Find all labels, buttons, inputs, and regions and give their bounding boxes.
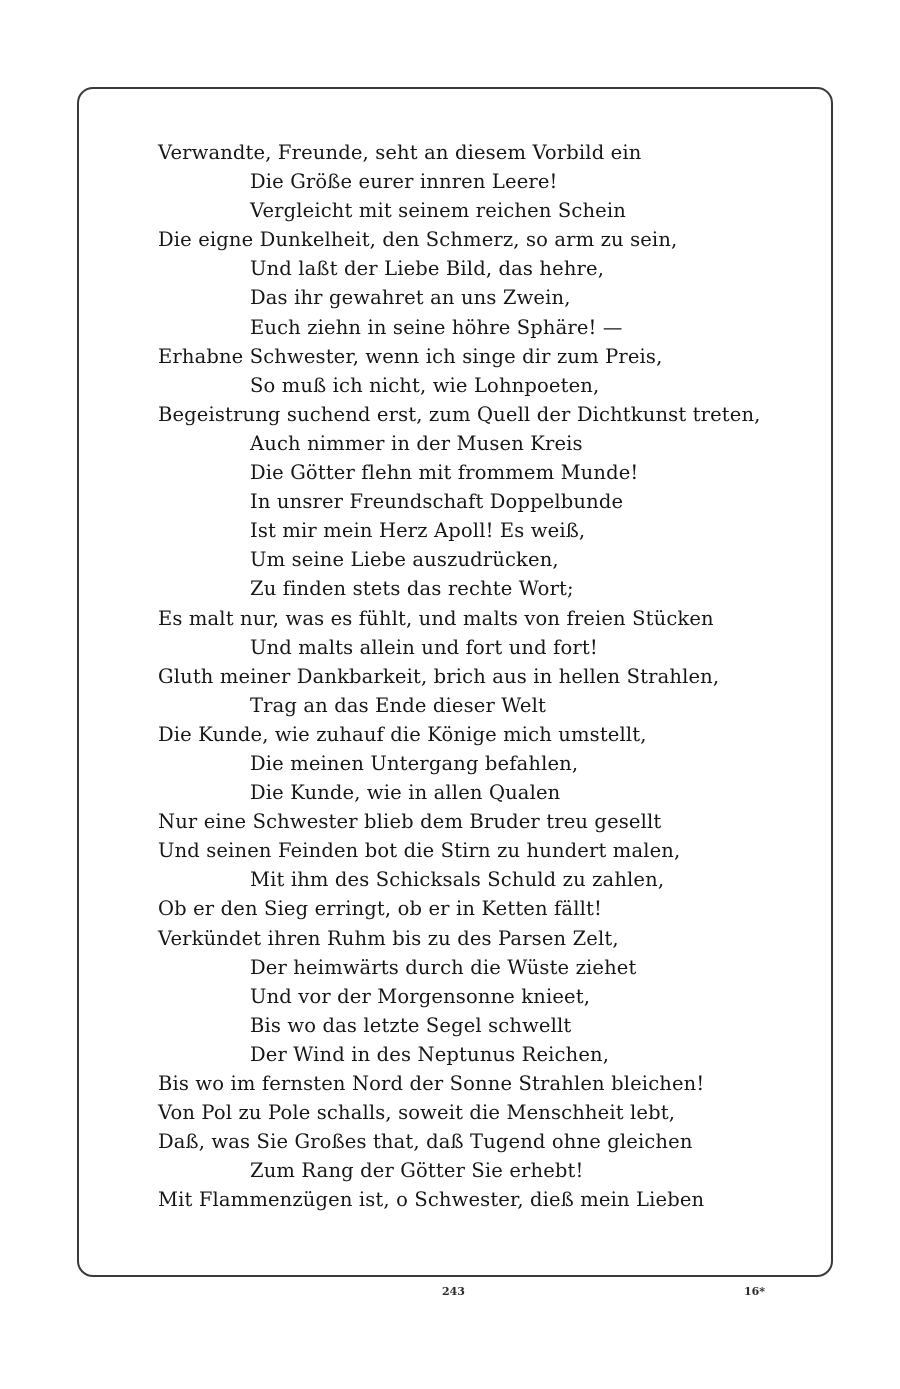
- poem-line: Nur eine Schwester blieb dem Bruder treu gesellt: [158, 810, 662, 834]
- signature-mark: 16*: [744, 1285, 766, 1298]
- poem-line: Bis wo das letzte Segel schwellt: [250, 1013, 572, 1037]
- poem-line: Die eigne Dunkelheit, den Schmerz, so arm zu sein,: [158, 228, 678, 252]
- poem-line: Bis wo im fernsten Nord der Sonne Strahlen bleichen!: [158, 1072, 705, 1095]
- poem-line: Mit ihm des Schicksals Schuld zu zahlen,: [250, 868, 665, 892]
- poem-text: [158, 138, 798, 1214]
- poem-line: Es malt nur, was es fühlt, und malts von freien Stücken: [158, 606, 714, 630]
- poem-line: Begeistrung suchend erst, zum Quell der Dichtkunst treten,: [158, 402, 761, 426]
- poem-line: Ist mir mein Herz Apoll! Es weiß,: [250, 519, 586, 543]
- poem-line: Trag an das Ende dieser Welt: [250, 693, 546, 717]
- poem-line: Die Götter flehn mit frommem Munde!: [250, 461, 639, 485]
- poem-line: Und malts allein und fort und fort!: [250, 635, 598, 659]
- poem-line: Zu finden stets das rechte Wort;: [250, 577, 574, 601]
- poem-line: Auch nimmer in der Musen Kreis: [250, 431, 583, 455]
- poem-line: Ob er den Sieg erringt, ob er in Ketten fällt!: [158, 897, 602, 921]
- poem-line: Euch ziehn in seine höhre Sphäre! —: [250, 315, 623, 339]
- poem-line: Erhabne Schwester, wenn ich singe dir zum Preis,: [158, 344, 663, 368]
- poem-line: Der heimwärts durch die Wüste ziehet: [250, 955, 637, 979]
- poem-line: So muß ich nicht, wie Lohnpoeten,: [250, 373, 600, 397]
- poem-line: Und seinen Feinden bot die Stirn zu hundert malen,: [158, 839, 681, 863]
- poem-line: Daß, was Sie Großes that, daß Tugend ohne gleichen: [158, 1130, 693, 1154]
- poem-line: Verwandte, Freunde, seht an diesem Vorbild ein: [158, 141, 642, 164]
- poem-line: Um seine Liebe auszudrücken,: [250, 548, 559, 572]
- poem-line: In unsrer Freundschaft Doppelbunde: [250, 490, 624, 514]
- poem-line: Mit Flammenzügen ist, o Schwester, dieß mein Lieben: [158, 1188, 705, 1212]
- poem-line: Zum Rang der Götter Sie erhebt!: [250, 1159, 584, 1183]
- poem-line: Das ihr gewahret an uns Zwein,: [250, 286, 571, 310]
- poem-line: Und laßt der Liebe Bild, das hehre,: [250, 257, 605, 281]
- poem-line: Verkündet ihren Ruhm bis zu des Parsen Zelt,: [158, 926, 619, 950]
- poem-line: Und vor der Morgensonne knieet,: [250, 984, 591, 1008]
- poem-line: Die Kunde, wie in allen Qualen: [250, 781, 561, 805]
- poem-line: Gluth meiner Dankbarkeit, brich aus in hellen Strahlen,: [158, 664, 720, 688]
- poem-line: Von Pol zu Pole schalls, soweit die Menschheit lebt,: [158, 1101, 676, 1125]
- poem-line: Der Wind in des Neptunus Reichen,: [250, 1042, 610, 1066]
- poem-line: Die Kunde, wie zuhauf die Könige mich umstellt,: [158, 722, 647, 746]
- poem-line: Die meinen Untergang befahlen,: [250, 751, 579, 775]
- page-number: 243: [442, 1285, 465, 1298]
- poem-line: Die Größe eurer innren Leere!: [250, 170, 558, 194]
- poem-line: Vergleicht mit seinem reichen Schein: [250, 199, 626, 223]
